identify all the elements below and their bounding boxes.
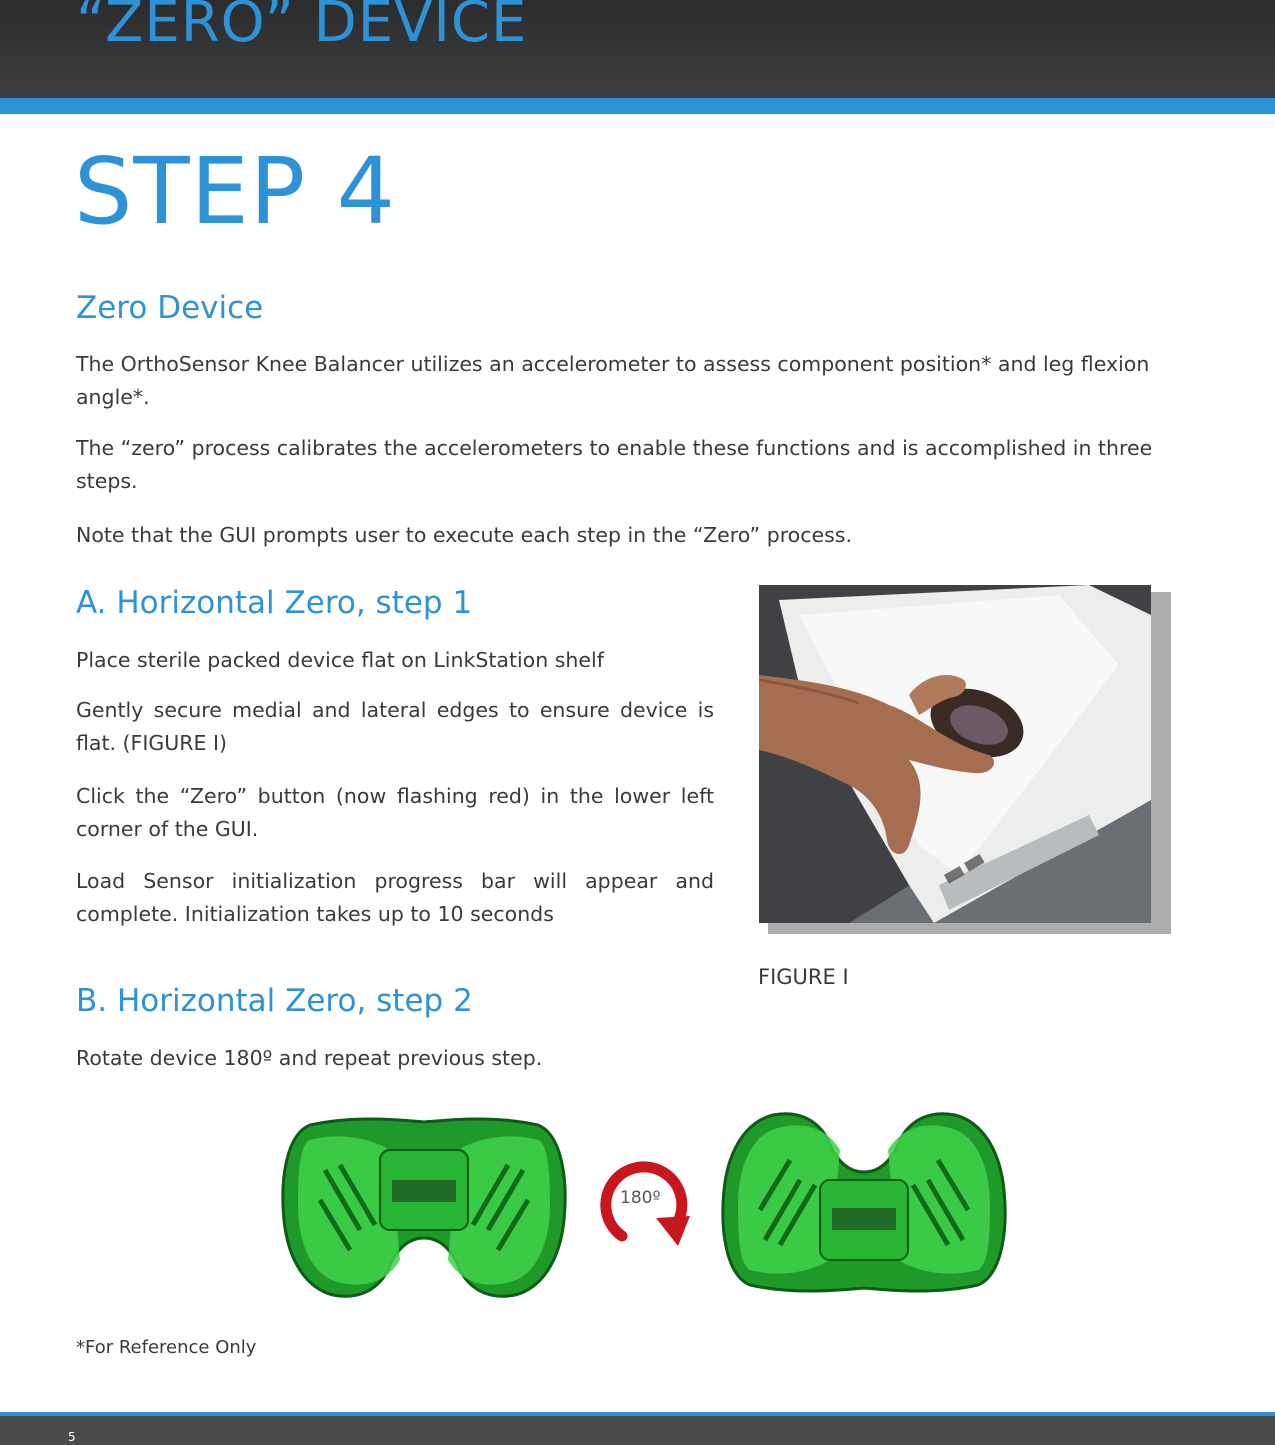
- figure-caption: FIGURE I: [758, 965, 849, 989]
- section-b-heading: B. Horizontal Zero, step 2: [76, 983, 473, 1019]
- section-a-paragraph-2: Gently secure medial and lateral edges to ensure device is flat. (FIGURE I): [76, 698, 714, 755]
- section-b-paragraph-1: Rotate device 180º and repeat previous step.: [76, 1046, 543, 1070]
- header-accent-stripe: [0, 98, 1275, 114]
- footer-bar: [0, 1416, 1275, 1445]
- section-a-paragraph-3: Click the “Zero” button (now flashing red) in the lower left corner of the GUI.: [76, 784, 714, 841]
- step-title: STEP 4: [74, 138, 396, 245]
- knee-device-left: [280, 1110, 568, 1302]
- rotate-arrow-icon: [592, 1158, 700, 1250]
- section-a-paragraph-1: Place sterile packed device flat on LinkStation shelf: [76, 648, 604, 672]
- header-title: “ZERO” DEVICE: [76, 0, 528, 55]
- section-a-heading: A. Horizontal Zero, step 1: [76, 585, 473, 621]
- zero-device-paragraph-3: Note that the GUI prompts user to execute each step in the “Zero” process.: [76, 523, 852, 547]
- zero-device-heading: Zero Device: [76, 290, 264, 326]
- page-number: 5: [68, 1430, 76, 1444]
- knee-device-right-rotated: [720, 1108, 1008, 1300]
- zero-device-paragraph-2: The “zero” process calibrates the accelerometers to enable these functions and is accomplished in three steps.: [76, 436, 1153, 493]
- section-a-paragraph-4: Load Sensor initialization progress bar will appear and complete. Initialization takes up to 10 seconds: [76, 869, 714, 926]
- rotation-label: 180º: [620, 1188, 661, 1208]
- zero-device-paragraph-1: The OrthoSensor Knee Balancer utilizes an accelerometer to assess component position* and leg flexion angle*.: [76, 352, 1150, 409]
- footnote: *For Reference Only: [76, 1337, 257, 1358]
- hand-on-bag-illustration: [759, 585, 1151, 923]
- figure-i-photo: [759, 585, 1151, 923]
